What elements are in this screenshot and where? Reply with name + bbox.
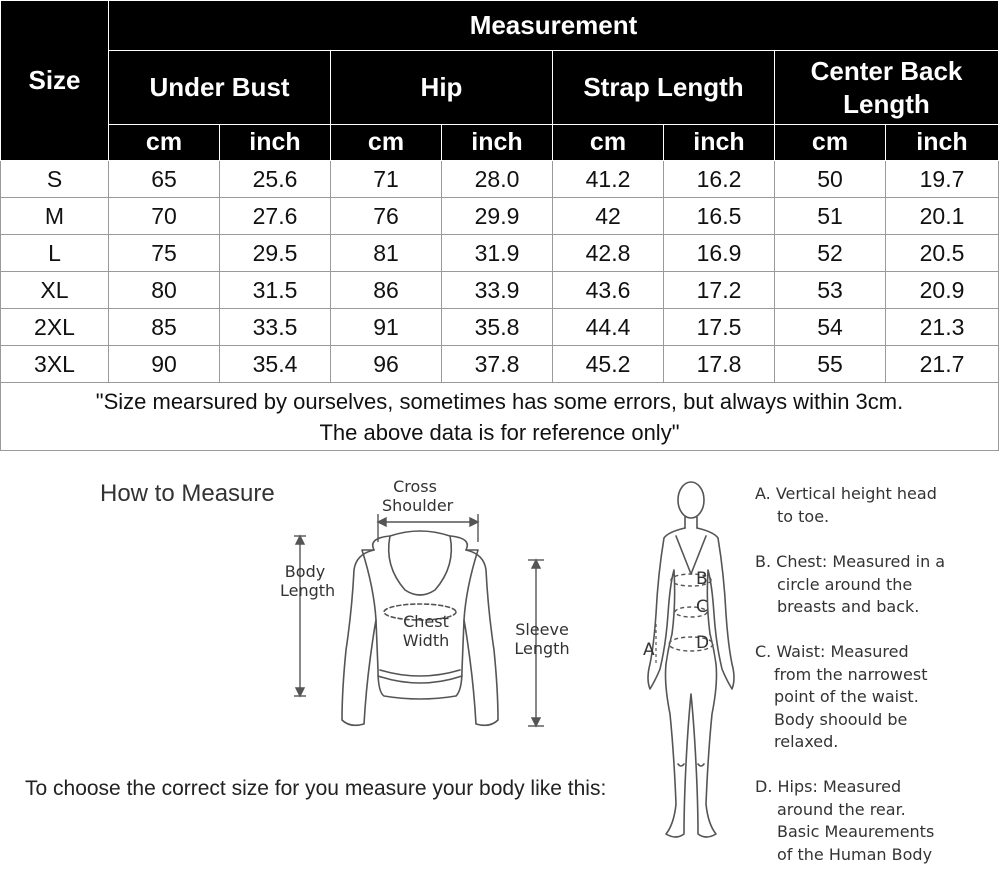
- value-cell: 81: [331, 235, 442, 272]
- legend-a: A. Vertical height head to toe.: [755, 484, 937, 526]
- value-cell: 33.9: [442, 272, 553, 309]
- group-header: Hip: [331, 51, 553, 125]
- legend-c: C. Waist: Measured from the narrowest point of the waist. Body shoould be relaxed.: [755, 642, 928, 751]
- value-cell: 96: [331, 346, 442, 383]
- value-cell: 20.9: [886, 272, 999, 309]
- value-cell: 16.5: [664, 198, 775, 235]
- value-cell: 33.5: [220, 309, 331, 346]
- value-cell: 28.0: [442, 161, 553, 198]
- value-cell: 17.8: [664, 346, 775, 383]
- table-row: [1, 198, 999, 235]
- value-cell: 31.9: [442, 235, 553, 272]
- unit-header: cm: [109, 125, 220, 161]
- unit-header: inch: [220, 125, 331, 161]
- note-line-2: The above data is for reference only": [319, 419, 680, 445]
- human-body-diagram: [636, 474, 746, 864]
- garment-left-sleeve: [342, 550, 376, 725]
- value-cell: 90: [109, 346, 220, 383]
- size-cell: M: [1, 198, 109, 235]
- unit-header: inch: [886, 125, 999, 161]
- value-cell: 29.9: [442, 198, 553, 235]
- group-header: Center Back Length: [775, 51, 999, 125]
- value-cell: 37.8: [442, 346, 553, 383]
- legend-d: D. Hips: Measured around the rear. Basic Meaurements of the Human Body: [755, 777, 935, 864]
- value-cell: 20.5: [886, 235, 999, 272]
- how-to-measure-title: How to Measure: [100, 480, 275, 507]
- size-cell: 2XL: [1, 309, 109, 346]
- size-cell: S: [1, 161, 109, 198]
- table-row: [1, 272, 999, 309]
- value-cell: 55: [775, 346, 886, 383]
- legend-b: B. Chest: Measured in a circle around the breasts and back.: [755, 552, 946, 616]
- unit-header: cm: [553, 125, 664, 161]
- value-cell: 45.2: [553, 346, 664, 383]
- value-cell: 21.7: [886, 346, 999, 383]
- value-cell: 29.5: [220, 235, 331, 272]
- head-outline: [678, 482, 704, 518]
- value-cell: 65: [109, 161, 220, 198]
- value-cell: 51: [775, 198, 886, 235]
- value-cell: 27.6: [220, 198, 331, 235]
- group-header: Strap Length: [553, 51, 775, 125]
- table-row: [1, 309, 999, 346]
- size-cell: L: [1, 235, 109, 272]
- marker-b: B: [696, 569, 708, 589]
- value-cell: 71: [331, 161, 442, 198]
- value-cell: 50: [775, 161, 886, 198]
- value-cell: 42: [553, 198, 664, 235]
- value-cell: 20.1: [886, 198, 999, 235]
- value-cell: 91: [331, 309, 442, 346]
- value-cell: 25.6: [220, 161, 331, 198]
- garment-right-sleeve: [464, 550, 498, 725]
- table-row: [1, 161, 999, 198]
- value-cell: 16.9: [664, 235, 775, 272]
- value-cell: 16.2: [664, 161, 775, 198]
- marker-c: C: [696, 597, 708, 617]
- value-cell: 86: [331, 272, 442, 309]
- unit-header: inch: [664, 125, 775, 161]
- chest-width-label: Chest Width: [402, 612, 450, 650]
- sleeve-length-label: Sleeve Length: [514, 620, 570, 658]
- size-cell: XL: [1, 272, 109, 309]
- value-cell: 52: [775, 235, 886, 272]
- value-cell: 35.8: [442, 309, 553, 346]
- unit-header: cm: [775, 125, 886, 161]
- value-cell: 35.4: [220, 346, 331, 383]
- body-length-label: Body Length: [280, 562, 336, 600]
- value-cell: 19.7: [886, 161, 999, 198]
- note-line-1: "Size mearsured by ourselves, sometimes has some errors, but always within 3cm.: [95, 388, 904, 414]
- reference-note: [1, 383, 999, 451]
- marker-d: D: [696, 633, 710, 653]
- value-cell: 85: [109, 309, 220, 346]
- size-instruction: To choose the correct size for you measure your body like this:: [25, 777, 607, 800]
- group-header: Under Bust: [109, 51, 331, 125]
- size-cell: 3XL: [1, 346, 109, 383]
- size-header: Size: [1, 1, 109, 161]
- cross-shoulder-label: Cross Shoulder: [382, 477, 454, 515]
- unit-header: cm: [331, 125, 442, 161]
- value-cell: 31.5: [220, 272, 331, 309]
- value-cell: 17.2: [664, 272, 775, 309]
- garment-neck: [389, 531, 452, 595]
- unit-header: inch: [442, 125, 553, 161]
- value-cell: 53: [775, 272, 886, 309]
- value-cell: 21.3: [886, 309, 999, 346]
- marker-a: A: [643, 640, 655, 660]
- value-cell: 43.6: [553, 272, 664, 309]
- value-cell: 41.2: [553, 161, 664, 198]
- measurement-header: Measurement: [109, 1, 999, 51]
- value-cell: 70: [109, 198, 220, 235]
- value-cell: 75: [109, 235, 220, 272]
- table-row: [1, 346, 999, 383]
- value-cell: 54: [775, 309, 886, 346]
- value-cell: 44.4: [553, 309, 664, 346]
- value-cell: 42.8: [553, 235, 664, 272]
- value-cell: 76: [331, 198, 442, 235]
- table-row: [1, 235, 999, 272]
- value-cell: 17.5: [664, 309, 775, 346]
- value-cell: 80: [109, 272, 220, 309]
